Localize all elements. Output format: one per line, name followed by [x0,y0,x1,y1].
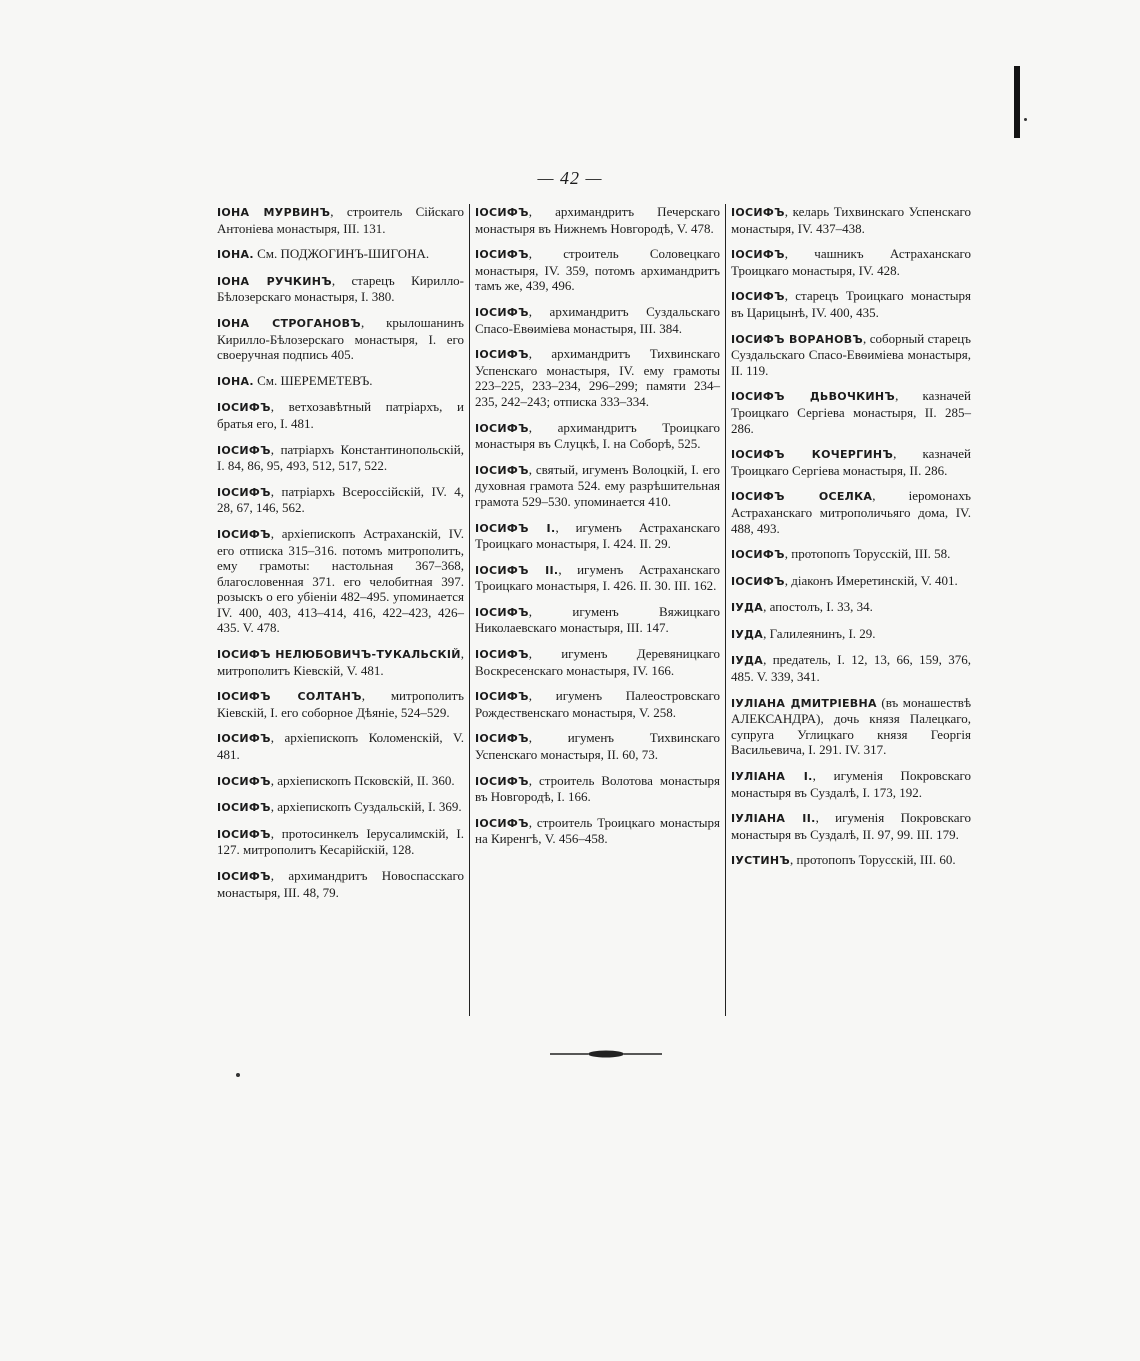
entry-text: , діаконъ Имеретинскій, V. 401. [784,572,958,588]
entry-text: , апостолъ, I. 33, 34. [763,599,873,615]
index-entry [475,420,720,452]
index-entry [217,315,464,363]
entry-text: , архимандритъ Троицкаго монастыря въ Слуцкѣ, I. на Соборѣ, 525. [475,419,720,452]
index-entry [731,626,971,643]
index-entry [475,562,720,594]
index-entry [475,688,720,720]
entry-text: , строитель Сійскаго Антоніева монастыря, III. 131. [217,204,464,236]
entry-text: , архимандритъ Печерскаго монастыря въ Нижнемъ Новгородѣ, V. 478. [475,204,720,236]
index-entry [731,573,971,590]
entry-name: ІУДА [731,654,764,668]
entry-text: , архимандритъ Суздальскаго Спасо-Евѳиміева монастыря, III. 384. [475,303,720,336]
entry-text: , предатель, I. 12, 13, 66, 159, 376, 485. V. 339, 341. [731,652,971,685]
index-entry [731,488,971,536]
entry-text: , игуменъ Деревяницкаго Воскресенскаго монастыря, IV. 166. [475,646,720,678]
index-entry [217,730,464,762]
entry-text: , старецъ Троицкаго монастыря въ Царицынѣ, IV. 400, 435. [731,288,971,320]
index-entry [731,446,971,478]
entry-name: ІОСИФЪ [217,774,271,788]
index-entry [217,442,464,474]
entry-text: , ветхозавѣтный патріархъ, и братья его, I. 481. [217,399,464,431]
entry-name: ІОСИФЪ [475,690,529,704]
index-entry [217,399,464,431]
entry-text: , строитель Троицкаго монастыря на Киренгѣ, V. 456–458. [475,814,720,847]
index-entry [217,204,464,236]
entry-name: ІОСИФЪ ОСЕЛКА [731,490,873,504]
entry-text: , казначей Троицкаго Сергіева монастыря, II. 285–286. [731,388,972,436]
entry-text: , соборный старецъ Суздальскаго Спасо-Евѳиміева монастыря, II. 119. [731,330,971,378]
entry-name: ІОСИФЪ [475,816,529,830]
entry-name: ІОСИФЪ ВОРАНОВЪ [731,332,864,346]
entry-text: , митрополитъ Кіевскій, I. его соборное Дѣяніе, 524–529. [217,688,464,720]
entry-text: , игуменъ Астраханскаго Троицкаго монастыря, I. 424. II. 29. [475,519,720,552]
entry-text: , игуменъ Астраханскаго Троицкаго монастыря, I. 426. II. 30. III. 162. [475,561,720,594]
index-entry [475,246,720,294]
index-entry [217,646,464,678]
index-entry [731,204,971,236]
index-entry [475,204,720,236]
entry-name: ІОНА. [217,374,254,388]
entry-text: , патріархъ Всероссійскій, IV. 4, 28, 67, 146, 562. [217,483,464,516]
entry-text: , архимандритъ Тихвинскаго Успенскаго монастыря, IV. ему грамоты 223–225, 233–234, 296–299; памяти 234–235, 242–243; отписка 333–334. [475,346,720,409]
entry-name: ІОСИФЪ [217,870,271,883]
index-columns [214,204,976,1016]
entry-text: , протопопъ Торусскій, III. 60. [790,852,956,868]
entry-text: См. ШЕРЕМЕТЕВЪ. [253,372,373,388]
index-entry [217,273,464,305]
index-entry [475,304,720,336]
index-entry [731,695,971,758]
entry-name: ІОСИФЪ [217,827,271,841]
entry-text: , архіепископъ Псковскій, II. 360. [270,772,455,788]
index-entry [217,868,464,900]
entry-text: (въ монашествѣ АЛЕКСАНДРА), дочь князя Палецкаго, супруга Углицкаго князя Георгія Васильевича, I. 291. IV. 317. [731,694,971,758]
entry-name: ІОНА. [217,248,254,262]
index-entry [475,646,720,678]
entry-name: ІОСИФЪ [731,548,785,562]
index-entry [731,852,971,869]
entry-name: ІОСИФЪ [217,443,271,457]
entry-name: ІОСИФЪ [731,290,785,304]
entry-name: ІУЛІАНА ДМИТРІЕВНА [731,696,877,710]
entry-text: , святый, игуменъ Волоцкій, I. его духовная грамота 524. ему разрѣшительная грамота 529–530. упоминается 410. [475,461,720,509]
index-entry [731,288,971,320]
index-entry [217,826,464,858]
index-column-2 [470,204,726,1016]
index-entry [217,246,464,263]
index-entry [475,462,720,510]
entry-name: ІОСИФЪ [475,348,529,362]
index-entry [217,526,464,636]
entry-text: , архимандритъ Новоспасскаго монастыря, III. 48, 79. [217,868,464,900]
index-entry [217,373,464,390]
index-entry [731,599,971,616]
entry-name: ІОНА МУРВИНЪ [217,206,331,219]
index-entry [475,730,720,762]
index-entry [731,546,971,563]
entry-text: , игуменъ Тихвинскаго Успенскаго монастыря, II. 60, 73. [475,730,720,763]
index-entry [731,246,971,278]
entry-name: ІОСИФЪ [475,732,529,746]
entry-text: , архіепископъ Коломенскій, V. 481. [217,730,464,763]
entry-name: ІОСИФЪ [217,732,271,746]
entry-name: ІУЛІАНА I. [731,770,813,784]
index-entry [731,388,971,436]
entry-name: ІОСИФЪ [475,648,529,662]
entry-name: ІОНА РУЧКИНЪ [217,274,332,288]
entry-text: , старецъ Кирилло-Бѣлозерскаго монастыря, I. 380. [217,272,465,305]
entry-text: , Галилеянинъ, I. 29. [763,625,876,641]
entry-name: ІОСИФЪ [217,485,271,499]
entry-text: , архіепископъ Суздальскій, I. 369. [270,799,462,815]
index-entry [475,815,720,847]
entry-text: , протосинкелъ Іерусалимскій, I. 127. митрополитъ Кесарійскій, 128. [217,825,464,858]
index-entry [475,346,720,409]
entry-name: ІОСИФЪ [475,774,529,788]
entry-name: ІОСИФЪ I. [475,521,556,535]
end-ornament [548,1049,664,1059]
entry-name: ІОСИФЪ [475,305,529,319]
entry-text: , патріархъ Константинопольскій, I. 84, 86, 95, 493, 512, 517, 522. [217,441,464,474]
entry-name: ІОНА СТРОГАНОВЪ [217,316,361,330]
page-number: — 42 — [537,168,603,188]
entry-text: См. ПОДЖОГИНЪ-ШИГОНА. [253,246,430,262]
entry-name: ІОСИФЪ КОЧЕРГИНЪ [731,448,894,462]
index-entry [217,799,464,816]
scan-speck [236,1073,240,1077]
index-entry [731,652,971,684]
entry-text: , архіепископъ Астраханскій, IV. его отписка 315–316. потомъ митрополитъ, ему грамоты: настольная 367–368, благословенная 371. его челобитная 397. розыскъ о его убіеніи 482–495. упоминается IV. 400, 403, 413–414, 416, 422–423, 426–435. V. 478. [217,525,464,636]
entry-text: , игуменія Покровскаго монастыря въ Суздалѣ, I. 173, 192. [731,768,971,800]
entry-name: ІОСИФЪ [731,206,785,219]
entry-name: ІОСИФЪ [731,574,785,588]
entry-text: , іеромонахъ Астраханскаго митрополичьяго дома, IV. 488, 493. [731,488,971,536]
index-entry [475,604,720,636]
index-entry [475,773,720,805]
entry-name: ІОСИФЪ НЕЛЮБОВИЧЪ-ТУКАЛЬСКІЙ [217,648,461,662]
entry-text: , строитель Соловецкаго монастыря, IV. 359, потомъ архимандритъ тамъ же, 439, 496. [475,246,720,294]
entry-text: , келарь Тихвинскаго Успенскаго монастыря, IV. 437–438. [731,204,971,236]
entry-name: ІОСИФЪ [475,463,529,477]
scan-edge-mark [1014,66,1020,138]
entry-text: , игуменъ Вяжицкаго Николаевскаго монастыря, III. 147. [475,603,720,636]
index-column-1 [214,204,470,1016]
entry-name: ІОСИФЪ [731,248,785,262]
entry-name: ІУДА [731,601,764,615]
entry-name: ІОСИФЪ [217,401,271,415]
index-entry [217,688,464,720]
entry-name: ІОСИФЪ II. [475,563,559,577]
index-entry [731,768,971,800]
entry-name: ІОСИФЪ [475,421,529,435]
entry-text: , чашникъ Астраханскаго Троицкаго монастыря, IV. 428. [731,246,971,278]
index-entry [731,810,971,842]
entry-text: , строитель Волотова монастыря въ Новгородѣ, I. 166. [475,772,720,805]
entry-name: ІОСИФЪ СОЛТАНЪ [217,690,362,704]
entry-text: , митрополитъ Кіевскій, V. 481. [217,646,464,678]
entry-name: ІОСИФЪ [475,605,529,619]
entry-name: ІУСТИНЪ [731,854,790,868]
index-entry [217,773,464,790]
entry-name: ІУДА [731,627,764,641]
entry-text: , протопопъ Торусскій, III. 58. [784,546,951,562]
index-entry [217,484,464,516]
index-column-3 [726,204,976,1016]
index-entry [731,331,971,379]
index-entry [475,520,720,552]
entry-text: , крылошанинъ Кирилло-Бѣлозерскаго монастыря, I. его своеручная подпись 405. [217,314,464,363]
entry-name: ІОСИФЪ ДЬВОЧКИНЪ [731,390,896,404]
entry-name: ІУЛІАНА II. [731,812,816,826]
entry-text: , казначей Троицкаго Сергіева монастыря, II. 286. [731,446,971,478]
entry-name: ІОСИФЪ [217,801,271,815]
entry-text: , игуменія Покровскаго монастыря въ Суздалѣ, II. 97, 99. III. 179. [731,810,971,842]
entry-name: ІОСИФЪ [475,248,529,262]
scan-speck [1024,118,1027,121]
entry-text: , игуменъ Палеостровскаго Рождественскаго монастыря, V. 258. [475,688,720,720]
entry-name: ІОСИФЪ [475,206,529,219]
entry-name: ІОСИФЪ [217,527,271,541]
